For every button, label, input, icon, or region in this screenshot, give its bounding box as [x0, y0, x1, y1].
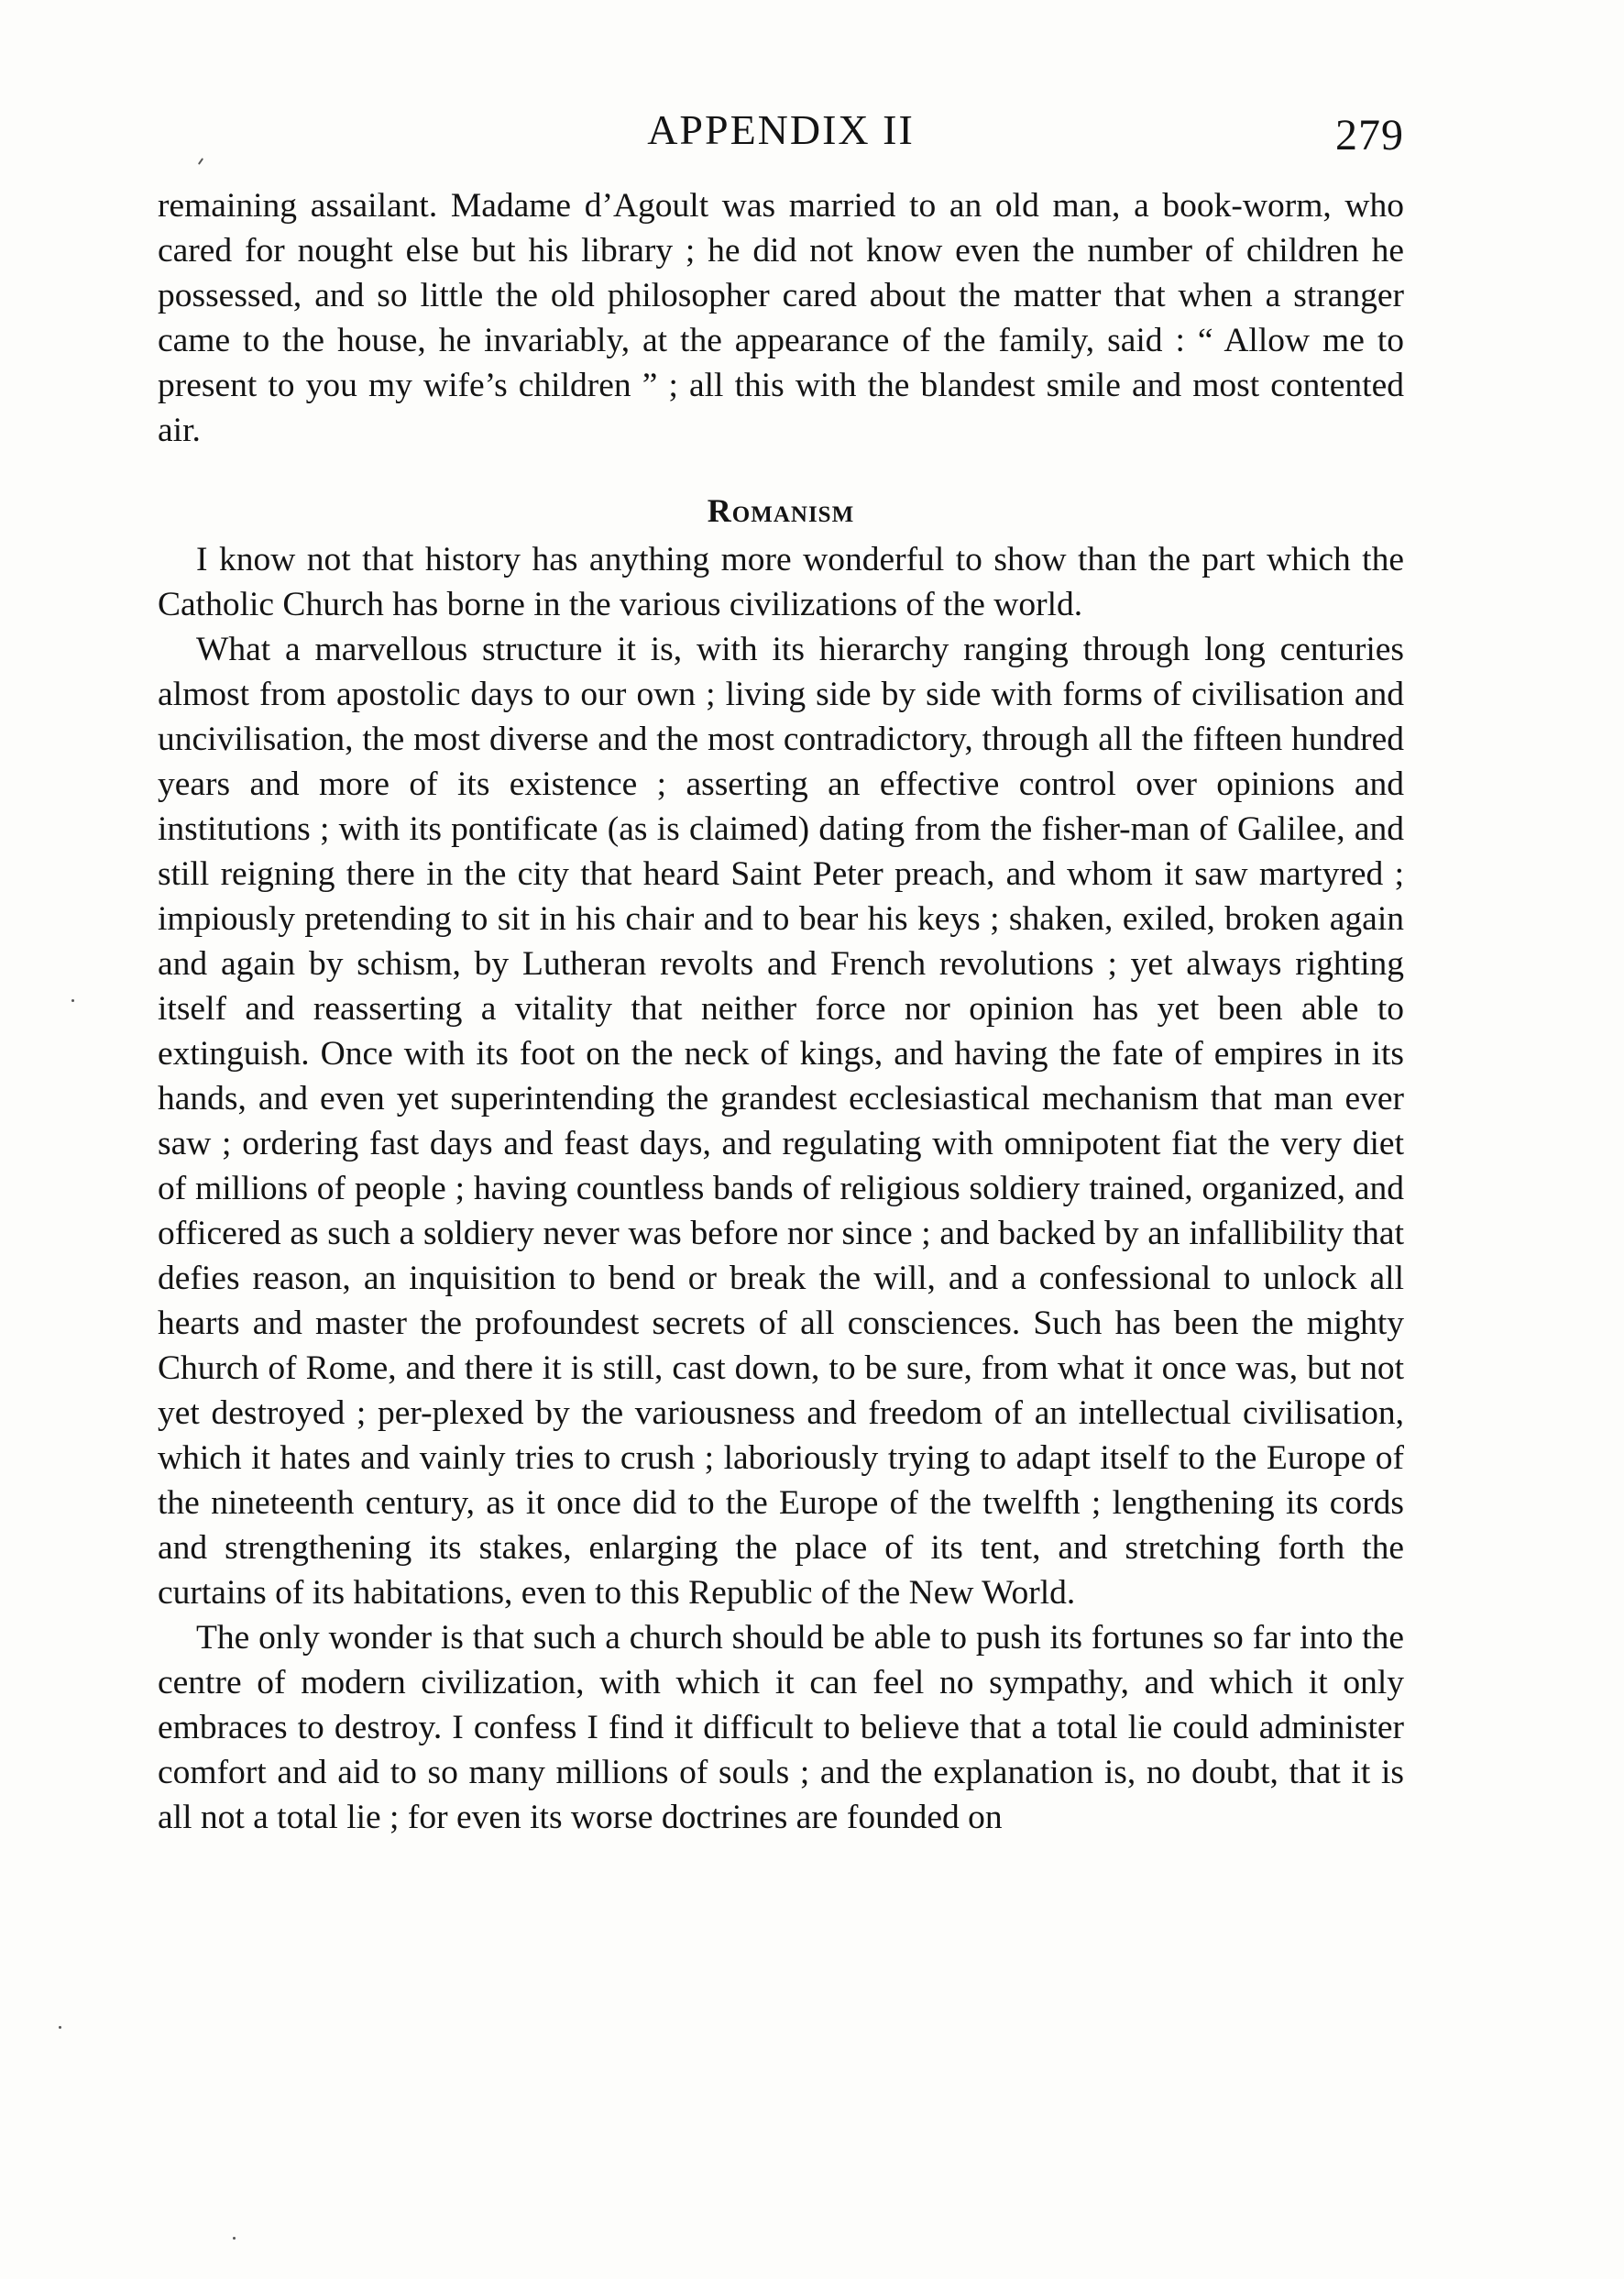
paragraph: The only wonder is that such a church should be able to push its fortunes so far into the centre of modern civilization, with which it can feel no sympathy, and which it only embraces to destroy. I confess I find it difficult to believe that a total lie could administer comfort and aid to so many millions of souls ; and the explanation is, no doubt, that it is all not a total lie ; for even its worse doctrines are founded on — [158, 1619, 1404, 1836]
paragraph: I know not that history has anything more wonderful to show than the part which the Catholic Church has borne in the various civilizations of the world. — [158, 541, 1404, 623]
ink-speck — [59, 2026, 61, 2029]
paragraph: remaining assailant. Madame d’Agoult was married to an old man, a book-worm, who cared for nought else but his library ; he did not know even the number of children he possessed, and so little the old philosopher cared about the matter that when a stranger came to the house, he invariably, at the appearance of the family, said : “ Allow me to present to you my wife’s children ” ; all this with the blandest smile and most contented air. — [158, 187, 1404, 449]
running-title: APPENDIX II — [647, 106, 915, 153]
page-number: 279 — [1335, 111, 1404, 160]
ink-speck — [71, 999, 74, 1002]
section-heading: Romanism — [707, 492, 855, 529]
body-text — [158, 183, 1404, 1840]
running-head — [158, 103, 1404, 167]
ink-speck — [233, 2237, 236, 2240]
paragraph: What a marvellous structure it is, with its hierarchy ranging through long centuries almost from apostolic days to our own ; living side by side with forms of civilisation and uncivilisation, the most diverse and the most contradictory, through all the fifteen hundred years and more of its existence ; asserting an effective control over opinions and institutions ; with its pontificate (as is claimed) dating from the fisher-man of Galilee, and still reigning there in the city that heard Saint Peter preach, and whom it saw martyred ; impiously pretending to sit in his chair and to bear his keys ; shaken, exiled, broken again and again by schism, by Lutheran revolts and French revolutions ; yet always righting itself and reasserting a vitality that neither force nor opinion has yet been able to extinguish. Once with its foot on the neck of kings, and having the fate of empires in its hands, and even yet superintending the grandest ecclesiastical mechanism that man ever saw ; ordering fast days and feast days, and regulating with omnipotent fiat the very diet of millions of people ; having countless bands of religious soldiery trained, organized, and officered as such a soldiery never was before nor since ; and backed by an infallibility that defies reason, an inquisition to bend or break the will, and a confessional to unlock all hearts and master the profoundest secrets of all consciences. Such has been the mighty Church of Rome, and there it is still, cast down, to be sure, from what it once was, but not yet destroyed ; per-plexed by the variousness and freedom of an intellectual civilisation, which it hates and vainly tries to crush ; laboriously trying to adapt itself to the Europe of the nineteenth century, as it once did to the Europe of the twelfth ; lengthening its cords and strengthening its stakes, enlarging the place of its tent, and stretching forth the curtains of its habitations, even to this Republic of the New World. — [158, 631, 1404, 1612]
